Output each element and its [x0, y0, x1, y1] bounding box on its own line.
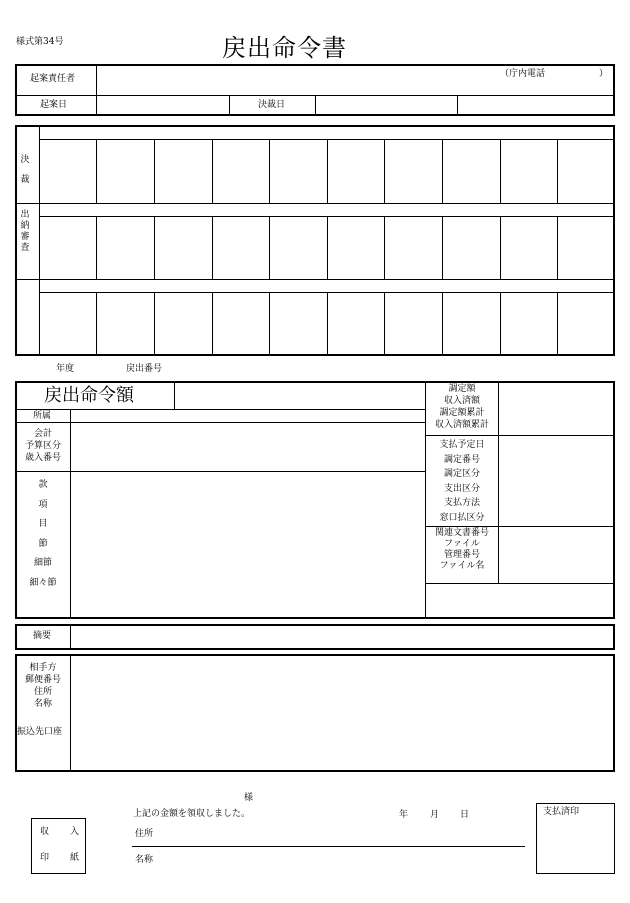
stamp-char: 収: [40, 827, 50, 837]
payment-field[interactable]: [499, 436, 613, 525]
belong-label: 所属: [33, 411, 52, 421]
budget-label: 款: [38, 480, 48, 490]
payment-label: 窓口払区分: [439, 512, 485, 523]
label-char: 出: [20, 210, 30, 220]
decision-section-label: [19, 150, 31, 190]
file-label: 管理番号: [443, 550, 480, 560]
accounting-label: 会計: [33, 429, 52, 439]
budget-label: 目: [38, 519, 48, 529]
payment-label: 調定区分: [443, 469, 480, 479]
approval-stamp-cell[interactable]: [270, 293, 326, 355]
payment-label: 支出区分: [443, 483, 480, 494]
amount-label: 戻出命令額: [44, 385, 134, 406]
paid-stamp-box[interactable]: [536, 803, 615, 874]
budget-label: 項: [38, 499, 48, 510]
approval-stamp-cell[interactable]: [328, 293, 383, 355]
budget-label: 節: [38, 538, 48, 549]
approval-stamp-cell[interactable]: [501, 293, 556, 355]
adjustment-label: 調定額: [448, 384, 476, 394]
approval-stamp-cell[interactable]: [558, 140, 614, 202]
label-char: 査: [20, 243, 30, 253]
divider: [229, 95, 230, 116]
file-field[interactable]: [499, 527, 613, 582]
payee-label: 名称: [33, 699, 52, 709]
draft-date-label: 起案日: [40, 100, 68, 110]
approval-stamp-cell[interactable]: [40, 140, 95, 202]
payment-labels: [426, 438, 498, 525]
adjustment-label: 収入済額: [443, 396, 480, 406]
file-label: 関連文書番号: [434, 528, 489, 538]
name-label: 名称: [135, 855, 154, 865]
amount-field[interactable]: [175, 383, 424, 408]
divider: [15, 279, 615, 280]
accounting-label: 歳入番号: [24, 453, 61, 463]
fiscal-year-label: 年度: [56, 364, 75, 374]
approval-stamp-cell[interactable]: [385, 293, 441, 355]
accounting-label: 予算区分: [24, 441, 61, 451]
approval-stamp-cell[interactable]: [443, 140, 499, 202]
drafter-label: 起案責任者: [30, 74, 76, 84]
payment-label: 調定番号: [443, 454, 480, 465]
approval-stamp-cell[interactable]: [501, 140, 556, 202]
summary-field[interactable]: [71, 626, 613, 648]
decision-date-label: 決裁日: [258, 100, 286, 110]
payee-labels: [16, 662, 70, 710]
divider: [15, 203, 615, 204]
label-char: 決: [20, 155, 30, 165]
phone-label: （庁内電話 ）: [500, 69, 609, 79]
approval-stamp-cell[interactable]: [40, 217, 95, 278]
adjustment-field[interactable]: [499, 383, 613, 434]
approval-stamp-cell[interactable]: [155, 293, 211, 355]
approval-stamp-cell[interactable]: [558, 217, 614, 278]
bank-account-label: 振込先口座: [17, 727, 63, 737]
approval-stamp-cell[interactable]: [558, 293, 614, 355]
file-labels: [426, 528, 498, 572]
adjustment-label: 収入済額累計: [434, 420, 489, 430]
file-label: ファイル名: [439, 561, 485, 571]
accounting-labels: [16, 428, 70, 464]
budget-labels: [16, 476, 70, 593]
approval-stamp-cell[interactable]: [443, 217, 499, 278]
approval-stamp-cell[interactable]: [213, 140, 268, 202]
address-label: 住所: [135, 829, 154, 839]
decision-date-extra-field[interactable]: [458, 97, 613, 114]
stamp-char: 入: [70, 827, 80, 837]
adjustment-label: 調定額累計: [439, 408, 485, 418]
draft-date-field[interactable]: [97, 97, 228, 114]
payment-label: 支払方法: [443, 498, 480, 508]
approval-stamp-cell[interactable]: [97, 217, 153, 278]
approval-stamp-cell[interactable]: [97, 293, 153, 355]
payee-field[interactable]: [71, 656, 613, 770]
approval-stamp-cell[interactable]: [155, 140, 211, 202]
approval-stamp-cell[interactable]: [213, 217, 268, 278]
summary-label: 摘要: [33, 631, 52, 641]
approval-stamp-cell[interactable]: [328, 140, 383, 202]
divider: [425, 583, 615, 584]
approval-stamp-cell[interactable]: [270, 140, 326, 202]
stamp-char: 紙: [70, 853, 80, 863]
label-char: 納: [20, 221, 30, 231]
revenue-stamp-box: [31, 818, 86, 874]
audit-section-label: [19, 210, 31, 254]
budget-label: 細々節: [29, 577, 57, 588]
page-title: 戻出命令書: [222, 34, 347, 62]
budget-field[interactable]: [71, 472, 424, 617]
approval-stamp-cell[interactable]: [270, 217, 326, 278]
date-year-label: 年: [399, 810, 409, 820]
form-number: 様式第34号: [16, 37, 64, 47]
approval-stamp-cell[interactable]: [97, 140, 153, 202]
paid-stamp-label: 支払済印: [543, 807, 580, 817]
receipt-address-field[interactable]: [160, 826, 524, 845]
file-label: ファイル: [444, 539, 480, 549]
decision-date-field[interactable]: [316, 97, 456, 114]
approval-stamp-cell[interactable]: [213, 293, 268, 355]
budget-label: 細節: [33, 558, 52, 568]
approval-stamp-cell[interactable]: [385, 140, 441, 202]
adjustment-labels: [426, 383, 498, 431]
approval-stamp-cell[interactable]: [385, 217, 441, 278]
sama-label: 様: [244, 793, 254, 803]
approval-stamp-cell[interactable]: [328, 217, 383, 278]
address-underline: [132, 846, 525, 847]
receipt-name-field[interactable]: [160, 851, 524, 870]
date-day-label: 日: [460, 810, 470, 820]
approval-stamp-cell[interactable]: [40, 293, 95, 355]
received-text: 上記の金額を領収しました。: [133, 809, 251, 819]
label-char: 審: [20, 232, 30, 242]
belong-field[interactable]: [71, 410, 424, 421]
payee-label: 相手方: [29, 663, 57, 673]
approval-stamp-cell[interactable]: [443, 293, 499, 355]
date-month-label: 月: [430, 810, 440, 820]
payee-label: 住所: [33, 687, 52, 697]
payment-label: 支払予定日: [439, 440, 485, 450]
accounting-field[interactable]: [71, 423, 424, 470]
approval-stamp-cell[interactable]: [501, 217, 556, 278]
refund-number-label: 戻出番号: [126, 364, 163, 374]
label-char: 裁: [20, 175, 30, 185]
approval-stamp-cell[interactable]: [155, 217, 211, 278]
stamp-char: 印: [40, 853, 50, 863]
payee-label: 郵便番号: [24, 675, 61, 685]
